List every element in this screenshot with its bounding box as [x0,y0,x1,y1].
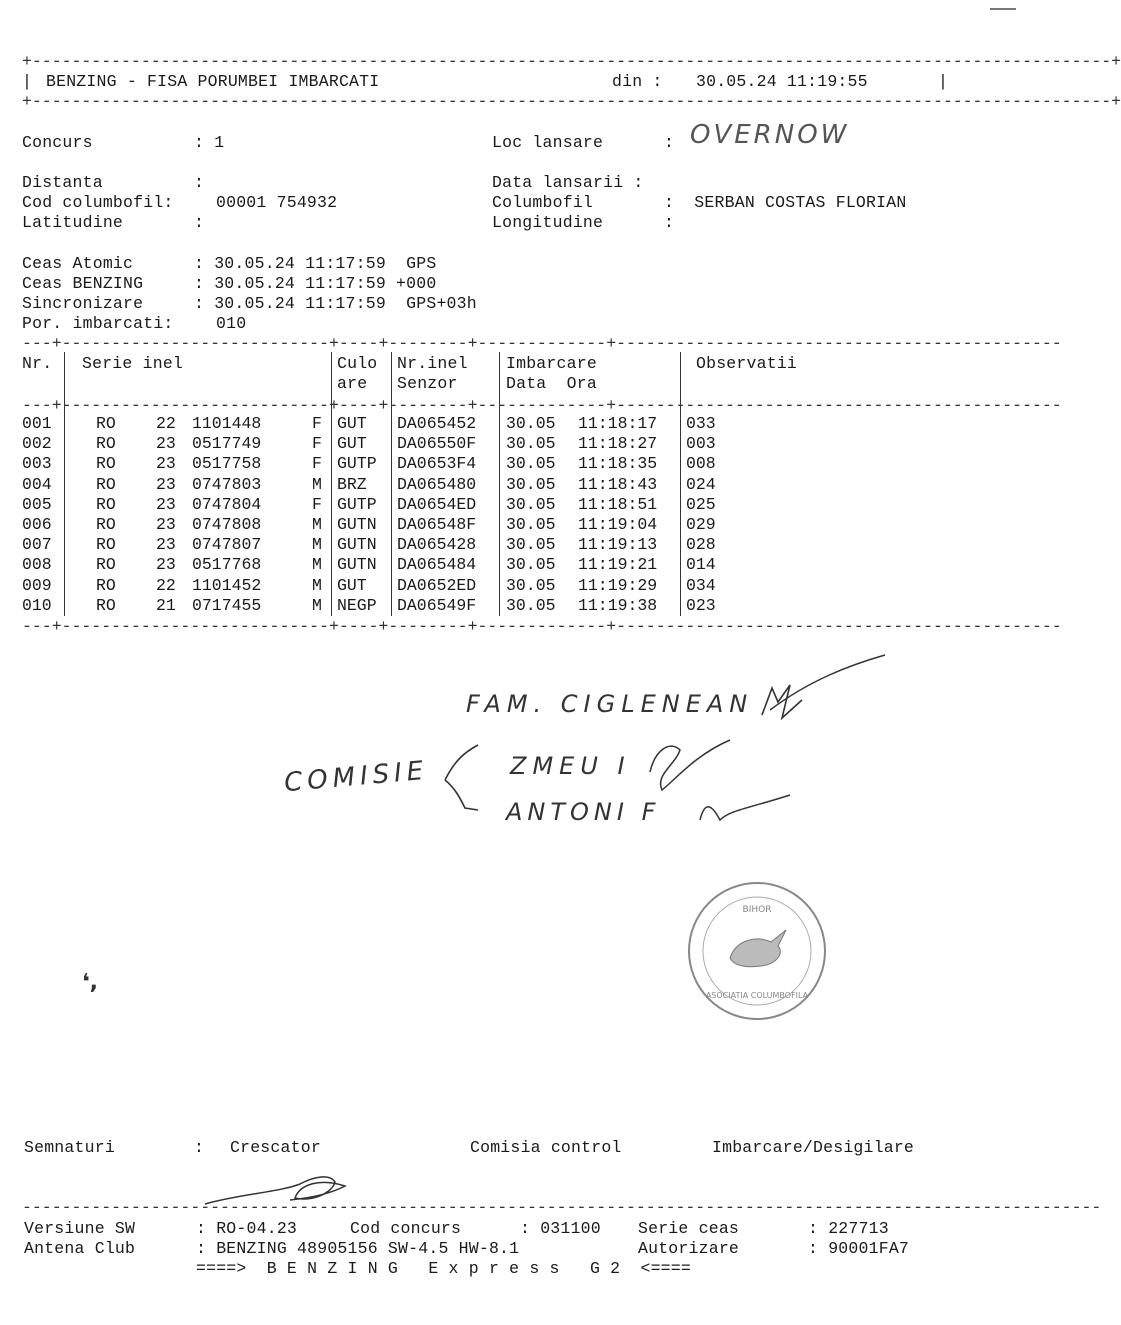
col-header-imbarcare-1: Imbarcare [506,354,597,373]
cell-observatii: 003 [686,434,716,454]
col-header-imbarcare-2: Data Ora [506,374,597,393]
cell-color: GUTN [337,535,377,555]
stray-mark: ❛, [82,970,98,995]
cell-country: RO [96,434,116,454]
cell-sensor: DA065484 [397,555,477,575]
cell-country: RO [96,454,116,474]
latitudine-value: : [194,213,205,232]
cell-country: RO [96,555,116,575]
header-left-bar: | [22,72,33,91]
commission-label: COMISIE [282,755,430,799]
semnaturi-label: Semnaturi [24,1138,115,1157]
cell-ring-number: 0517768 [192,555,262,575]
header-bottom-border: +-------------------------------------------------------------------------------------------------------------+ [22,92,1121,111]
table-vsep-1 [64,352,65,616]
longitudine-label: Longitudine [492,213,604,232]
antena-club-label: Antena Club [24,1239,136,1258]
columbofil-label: Columbofil [492,193,594,212]
col-header-culoare-2: are [337,374,368,393]
cell-year: 22 [156,575,176,595]
cell-nr: 006 [22,515,52,534]
cell-year: 23 [156,555,176,575]
cell-color: GUT [337,575,367,595]
longitudine-value: : [664,213,675,232]
ceas-atomic-label: Ceas Atomic [22,254,134,273]
cell-sensor: DA06548F [397,515,477,534]
cell-color: BRZ [337,474,367,494]
header-timestamp: 30.05.24 11:19:55 [696,72,868,91]
cell-time: 11:18:17 [578,414,658,433]
cell-year: 23 [156,454,176,474]
cod-concurs-label: Cod concurs [350,1219,462,1238]
cell-observatii: 023 [686,595,716,615]
commission-member-1: FAM. CIGLENEAN [466,690,754,718]
cell-year: 23 [156,494,176,514]
cell-observatii: 008 [686,454,716,474]
sincronizare-value: : 30.05.24 11:17:59 GPS+03h [194,294,477,313]
brace-upper [445,745,478,780]
cod-concurs-value: : 031100 [520,1219,601,1238]
cell-observatii: 029 [686,515,716,534]
concurs-label: Concurs [22,133,93,152]
cell-country: RO [96,515,116,534]
cell-observatii: 028 [686,535,716,555]
cell-sensor: DA065480 [397,474,477,494]
autorizare-label: Autorizare [638,1239,740,1258]
signature-stroke-top [770,655,885,710]
cell-time: 11:18:27 [578,434,658,454]
cell-country: RO [96,535,116,555]
table-header-border: ---+---------------------------+----+--------+-------------+--------------------------------------------- [22,396,1062,415]
cell-date: 30.05 [506,434,556,454]
loc-lansare-handwritten: OVERNOW [690,120,850,150]
cell-sex: F [312,414,322,433]
cell-color: GUTP [337,454,377,474]
cell-nr: 009 [22,575,52,595]
columbofil-value: : SERBAN COSTAS FLORIAN [664,193,907,212]
pigeon-emblem-icon [730,930,786,967]
imbarcare-desigilare-label: Imbarcare/Desigilare [712,1138,915,1157]
serie-ceas-value: : 227713 [808,1219,889,1238]
cell-observatii: 014 [686,555,716,575]
stamp-text-side: ASOCIATIA COLUMBOFILA [705,991,809,1000]
signature-2-scribble [650,740,730,790]
cell-observatii: 033 [686,414,716,433]
cell-sex: M [312,555,322,575]
cell-time: 11:19:04 [578,515,658,534]
cell-observatii: 025 [686,494,716,514]
distanta-value: : [194,173,205,192]
cell-country: RO [96,494,116,514]
cell-time: 11:18:43 [578,474,658,494]
stamp-text-top: BIHOR [742,905,772,915]
brace-lower [445,780,478,810]
table-vsep-3 [391,352,392,616]
autorizare-value: : 90001FA7 [808,1239,910,1258]
cell-date: 30.05 [506,575,556,595]
col-header-nrinel-1: Nr.inel [397,354,468,373]
loc-lansare-label: Loc lansare [492,133,604,152]
table-vsep-2 [331,352,332,616]
data-lansarii-label: Data lansarii : [492,173,644,192]
cell-date: 30.05 [506,414,556,433]
footer-border: ------------------------------------------------------------------------------------------------------------- [22,1198,1102,1217]
cell-sensor: DA06550F [397,434,477,454]
crescator-label: Crescator [230,1138,321,1157]
cell-color: NEGP [337,595,377,615]
cod-columbofil-label: Cod columbofil: [22,193,174,212]
benzing-express-banner: ====> B E N Z I N G E x p r e s s G 2 <==== [196,1259,691,1278]
cell-observatii: 024 [686,474,716,494]
ceas-benzing-label: Ceas BENZING [22,274,144,293]
cell-sex: M [312,595,322,615]
cell-sensor: DA065452 [397,414,477,433]
porumbei-imbarcati-value: 010 [216,314,247,333]
cell-color: GUTP [337,494,377,514]
cell-ring-number: 0717455 [192,595,262,615]
header-din-label: din : [612,72,663,91]
cell-country: RO [96,414,116,433]
cell-date: 30.05 [506,454,556,474]
cell-year: 23 [156,434,176,454]
cell-time: 11:19:38 [578,595,658,615]
cell-nr: 005 [22,494,52,514]
cell-date: 30.05 [506,474,556,494]
cell-date: 30.05 [506,494,556,514]
table-bottom-border: ---+---------------------------+----+--------+-------------+--------------------------------------------- [22,617,1062,636]
col-header-nrinel-2: Senzor [397,374,458,393]
cell-nr: 007 [22,535,52,555]
comisia-control-label: Comisia control [470,1138,622,1157]
cell-sensor: DA0652ED [397,575,477,595]
ceas-benzing-value: : 30.05.24 11:17:59 +000 [194,274,437,293]
commission-member-3: ANTONI F [506,798,661,826]
cell-ring-number: 0747808 [192,515,262,534]
commission-member-2: ZMEU I [510,752,631,780]
col-header-observatii: Observatii [696,354,798,373]
cell-color: GUTN [337,515,377,534]
header-title: BENZING - FISA PORUMBEI IMBARCATI [46,72,380,91]
cell-time: 11:18:35 [578,454,658,474]
versiune-sw-value: : RO-04.23 [196,1219,298,1238]
cod-columbofil-value: 00001 754932 [216,193,338,212]
cell-country: RO [96,474,116,494]
serie-ceas-label: Serie ceas [638,1219,740,1238]
table-top-border: ---+---------------------------+----+--------+-------------+--------------------------------------------- [22,334,1062,353]
cell-color: GUT [337,434,367,454]
cell-date: 30.05 [506,555,556,575]
cell-sex: M [312,474,322,494]
cell-nr: 002 [22,434,52,454]
cell-nr: 001 [22,414,52,433]
latitudine-label: Latitudine [22,213,124,232]
concurs-value: : 1 [194,133,225,152]
cell-date: 30.05 [506,515,556,534]
cell-observatii: 034 [686,575,716,595]
versiune-sw-label: Versiune SW [24,1219,136,1238]
cell-nr: 008 [22,555,52,575]
cell-ring-number: 0747807 [192,535,262,555]
cell-date: 30.05 [506,595,556,615]
cell-time: 11:19:21 [578,555,658,575]
header-top-border: +-------------------------------------------------------------------------------------------------------------+ [22,52,1121,71]
antena-club-value: : BENZING 48905156 SW-4.5 HW-8.1 [196,1239,520,1258]
cell-sensor: DA065428 [397,535,477,555]
club-stamp [686,880,828,1022]
cell-nr: 003 [22,454,52,474]
sincronizare-label: Sincronizare [22,294,144,313]
cell-sex: M [312,575,322,595]
cell-date: 30.05 [506,535,556,555]
ceas-atomic-value: : 30.05.24 11:17:59 GPS [194,254,437,273]
scan-corner-mark [990,8,1016,20]
cell-country: RO [96,575,116,595]
signature-3-scribble [700,795,790,820]
cell-time: 11:18:51 [578,494,658,514]
col-header-serie: Serie inel [82,354,184,373]
cell-ring-number: 0517749 [192,434,262,454]
col-header-nr: Nr. [22,354,53,373]
loc-lansare-colon: : [664,133,675,152]
cell-color: GUT [337,414,367,433]
cell-nr: 004 [22,474,52,494]
distanta-label: Distanta [22,173,103,192]
cell-country: RO [96,595,116,615]
table-vsep-4 [499,352,500,616]
cell-sex: F [312,434,322,454]
cell-nr: 010 [22,595,52,615]
table-vsep-5 [680,352,681,616]
cell-sensor: DA0654ED [397,494,477,514]
cell-year: 23 [156,474,176,494]
cell-sex: F [312,454,322,474]
cell-sex: F [312,494,322,514]
cell-sensor: DA06549F [397,595,477,615]
cell-year: 23 [156,535,176,555]
cell-time: 11:19:13 [578,535,658,555]
cell-year: 23 [156,515,176,534]
cell-time: 11:19:29 [578,575,658,595]
header-right-bar: | [938,72,949,91]
semnaturi-colon: : [194,1138,205,1157]
porumbei-imbarcati-label: Por. imbarcati: [22,314,174,333]
cell-sensor: DA0653F4 [397,454,477,474]
cell-ring-number: 1101448 [192,414,262,433]
cell-ring-number: 0747804 [192,494,262,514]
cell-ring-number: 0747803 [192,474,262,494]
cell-color: GUTN [337,555,377,575]
cell-sex: M [312,515,322,534]
col-header-culoare-1: Culo [337,354,378,373]
cell-ring-number: 0517758 [192,454,262,474]
cell-year: 21 [156,595,176,615]
cell-sex: M [312,535,322,555]
cell-year: 22 [156,414,176,433]
cell-ring-number: 1101452 [192,575,262,595]
